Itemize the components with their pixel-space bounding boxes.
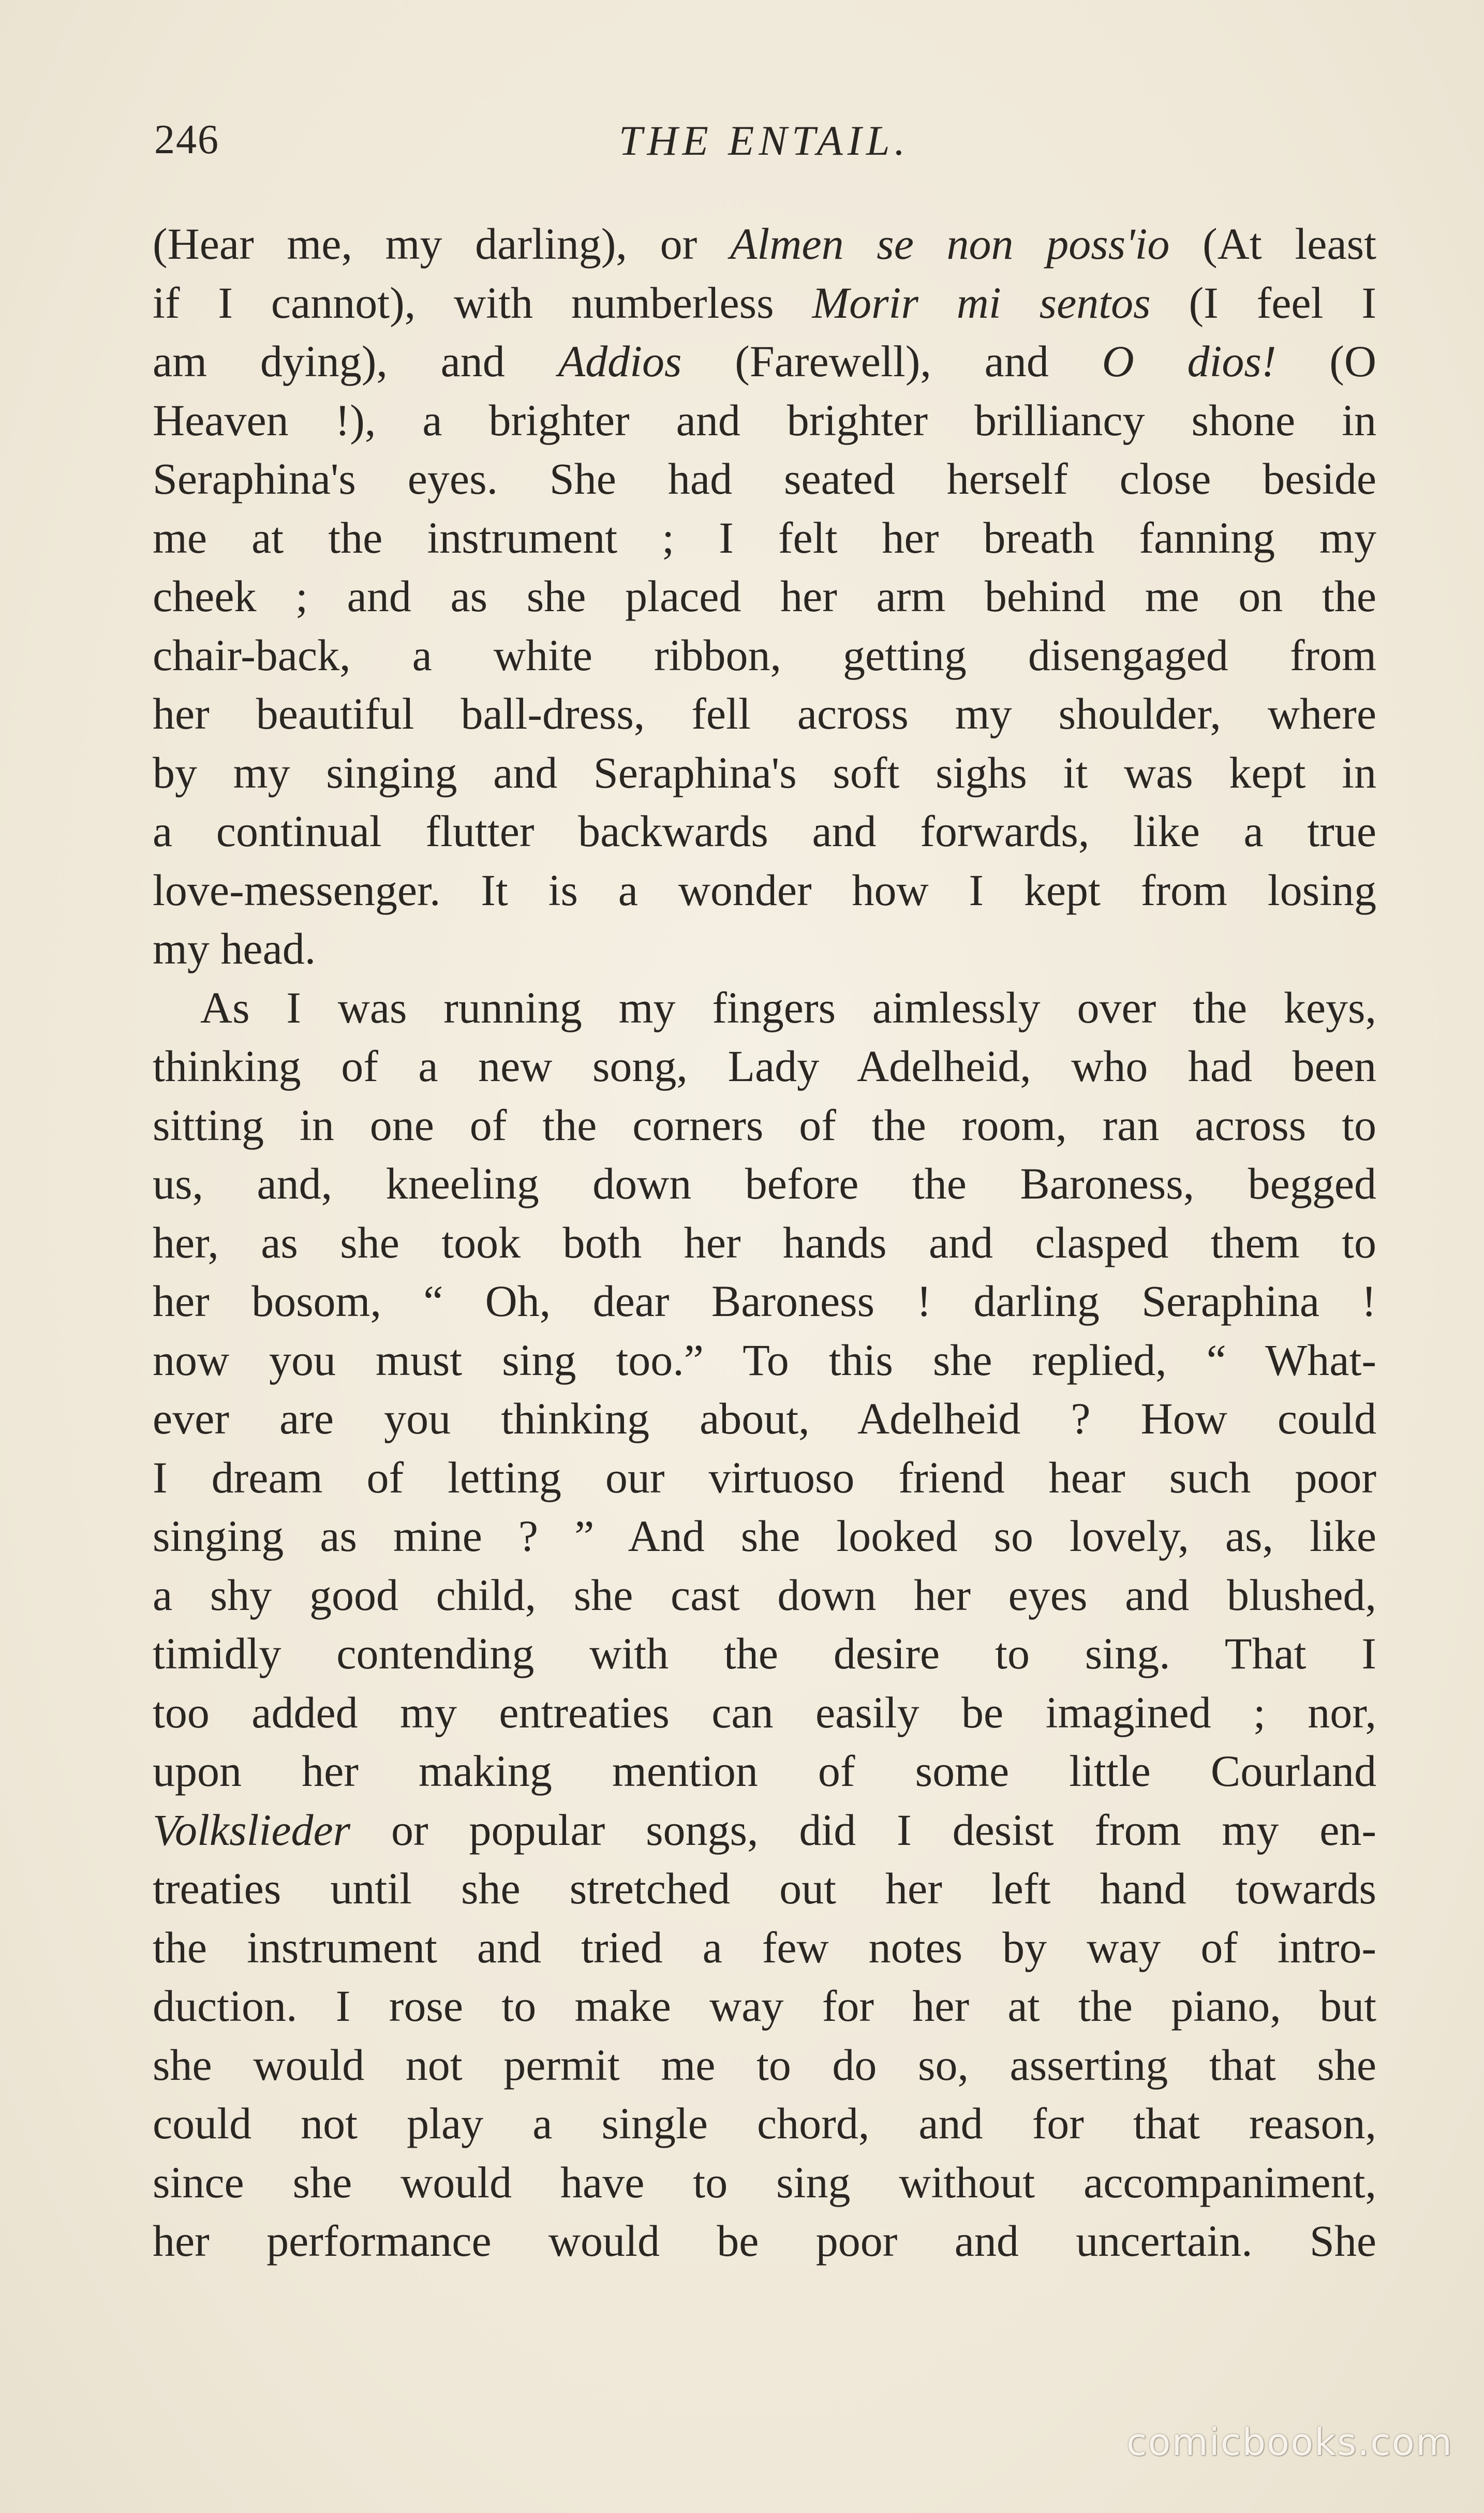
text-segment: her performance would be poor and uncertain. She	[153, 2216, 1376, 2266]
italic-phrase: Addios	[558, 336, 682, 386]
text-line	[153, 1742, 1376, 1801]
text-line	[153, 1566, 1376, 1625]
text-segment: ever are you thinking about, Adelheid ? How could	[153, 1394, 1376, 1443]
text-line	[153, 274, 1376, 333]
text-segment: (O	[1276, 336, 1376, 386]
text-line	[153, 2036, 1376, 2095]
text-line	[153, 1683, 1376, 1742]
text-segment: by my singing and Seraphina's soft sighs it was kept in	[153, 747, 1376, 797]
text-segment: love-messenger. It is a wonder how I kept from losing	[153, 865, 1376, 915]
text-line	[153, 1448, 1376, 1507]
text-segment: the instrument and tried a few notes by way of intro-	[153, 1922, 1376, 1972]
text-segment: a shy good child, she cast down her eyes and blushed,	[153, 1570, 1376, 1620]
italic-phrase: Almen se non poss'io	[730, 219, 1170, 269]
text-segment: her, as she took both her hands and clasped them to	[153, 1217, 1376, 1267]
text-segment: chair-back, a white ribbon, getting disengaged from	[153, 630, 1376, 680]
text-segment: now you must sing too.” To this she replied, “ What-	[153, 1335, 1376, 1385]
text-line	[153, 626, 1376, 685]
text-segment: a continual flutter backwards and forwards, like a true	[153, 806, 1376, 856]
watermark: comicbooks.com	[1126, 2420, 1453, 2464]
text-line	[153, 979, 1376, 1038]
text-line	[153, 1918, 1376, 1977]
text-line	[153, 1507, 1376, 1566]
text-segment: she would not permit me to do so, asserting that she	[153, 2039, 1376, 2090]
text-segment: since she would have to sing without accompaniment,	[153, 2157, 1376, 2207]
text-line	[153, 391, 1376, 450]
text-segment: Seraphina's eyes. She had seated herself close beside	[153, 454, 1376, 504]
text-line	[153, 332, 1376, 391]
text-segment: (Hear me, my darling), or	[153, 219, 730, 269]
text-segment: thinking of a new song, Lady Adelheid, who had been	[153, 1041, 1376, 1091]
text-segment: I dream of letting our virtuoso friend hear such poor	[153, 1452, 1376, 1502]
text-line	[153, 2212, 1376, 2271]
text-segment: us, and, kneeling down before the Baroness, begged	[153, 1159, 1376, 1208]
text-line	[153, 2153, 1376, 2212]
text-segment: (Farewell), and	[681, 336, 1102, 386]
body-text	[153, 215, 1376, 2271]
text-segment: singing as mine ? ” And she looked so lovely, as, like	[153, 1511, 1376, 1561]
text-line	[153, 1859, 1376, 1918]
italic-phrase: Volkslieder	[153, 1805, 351, 1855]
text-segment: her beautiful ball-dress, fell across my shoulder, where	[153, 689, 1376, 738]
text-segment: treaties until she stretched out her left hand towards	[153, 1864, 1376, 1913]
text-segment: if I cannot), with numberless	[153, 277, 812, 328]
text-segment: Heaven !), a brighter and brighter brilliancy shone in	[153, 395, 1376, 445]
text-segment: (I feel I	[1150, 277, 1376, 328]
text-segment: As I was running my fingers aimlessly over the keys,	[200, 982, 1376, 1032]
italic-phrase: O dios!	[1102, 336, 1277, 386]
text-line	[153, 1096, 1376, 1155]
text-segment: or popular songs, did I desist from my en-	[350, 1805, 1376, 1855]
text-segment: timidly contending with the desire to sing. That I	[153, 1629, 1376, 1678]
italic-phrase: Morir mi sentos	[812, 277, 1151, 328]
text-line	[153, 215, 1376, 274]
running-head	[154, 116, 1374, 173]
running-title: THE ENTAIL.	[618, 117, 910, 164]
text-segment: upon her making mention of some little Courland	[153, 1746, 1376, 1796]
text-line	[153, 1037, 1376, 1096]
text-segment: could not play a single chord, and for that reason,	[153, 2098, 1376, 2148]
text-segment: me at the instrument ; I felt her breath fanning my	[153, 512, 1376, 563]
text-line	[153, 685, 1376, 744]
text-line	[153, 509, 1376, 568]
text-line	[153, 920, 1376, 979]
text-segment: my head.	[153, 924, 316, 973]
text-line	[153, 1389, 1376, 1448]
page-number: 246	[154, 117, 219, 162]
text-line	[153, 450, 1376, 509]
text-line	[153, 1624, 1376, 1683]
text-line	[153, 1331, 1376, 1390]
text-segment: am dying), and	[153, 336, 558, 386]
text-segment: her bosom, “ Oh, dear Baroness ! darling Seraphina !	[153, 1276, 1376, 1326]
text-line	[153, 1272, 1376, 1331]
text-line	[153, 1977, 1376, 2036]
text-line	[153, 744, 1376, 803]
text-line	[153, 861, 1376, 920]
text-segment: too added my entreaties can easily be imagined ; nor,	[153, 1687, 1376, 1737]
text-line	[153, 567, 1376, 626]
text-segment: sitting in one of the corners of the room, ran across to	[153, 1100, 1376, 1150]
text-line	[153, 1801, 1376, 1860]
text-line	[153, 802, 1376, 861]
text-line	[153, 2094, 1376, 2153]
text-line	[153, 1214, 1376, 1273]
text-segment: cheek ; and as she placed her arm behind me on the	[153, 571, 1376, 621]
text-segment: (At least	[1169, 219, 1376, 269]
text-segment: duction. I rose to make way for her at the piano, but	[153, 1981, 1376, 2031]
text-line	[153, 1155, 1376, 1214]
